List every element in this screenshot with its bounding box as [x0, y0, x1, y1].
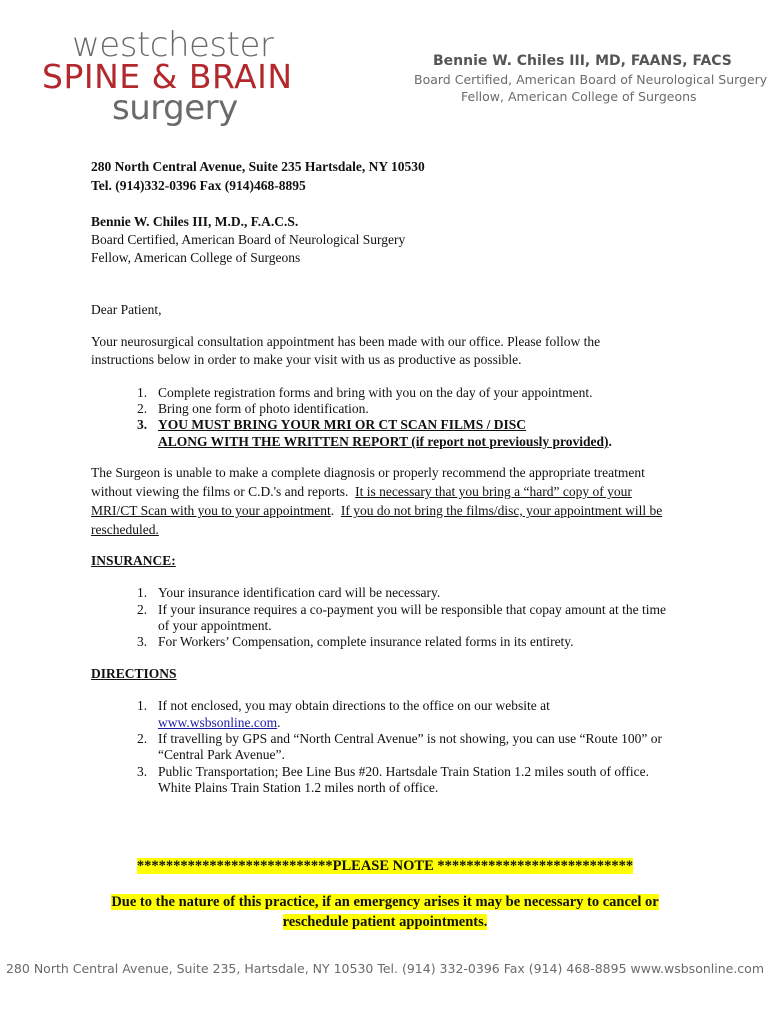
notice-text-2: reschedule patient appointments.: [282, 914, 488, 930]
logo-westchester: westchester: [72, 25, 274, 65]
surgeon-para-line-4: rescheduled.: [91, 522, 159, 537]
surgeon-para-underlined: If you do not bring the films/disc, your appointment will be: [340, 503, 663, 518]
insurance-item-2-line-1: If your insurance requires a co-payment you will be responsible that copay amount at the time: [158, 602, 666, 617]
list-number: 3.: [137, 634, 148, 649]
list-number: 1.: [137, 585, 148, 600]
list-number: 2.: [137, 401, 148, 416]
please-note-banner: [0, 858, 770, 875]
notice-text-1: Due to the nature of this practice, if an emergency arises it may be necessary to cancel or: [111, 894, 659, 910]
list-number: 2.: [137, 602, 148, 617]
surgeon-para-line-1: The Surgeon is unable to make a complete diagnosis or properly recommend the appropriate treatment: [91, 465, 645, 480]
list-number: 1.: [137, 698, 148, 713]
list-number: 3.: [137, 417, 148, 432]
notice-line-2: [0, 914, 770, 931]
directions-heading: DIRECTIONS: [91, 666, 177, 681]
insurance-item-2-line-2: of your appointment.: [158, 618, 272, 633]
footer-contact: 280 North Central Avenue, Suite 235, Hartsdale, NY 10530 Tel. (914) 332-0396 Fax (914) 468-8895 www.wsbsonline.com: [5, 961, 764, 976]
website-link[interactable]: www.wsbsonline.com: [158, 715, 278, 730]
instruction-item-2: Bring one form of photo identification.: [158, 401, 369, 416]
surgeon-para-line-2: [91, 483, 632, 500]
list-number: 1.: [137, 385, 148, 400]
instruction-item-3-line-2: [158, 433, 612, 450]
surgeon-para-text: .: [330, 503, 341, 518]
insurance-heading: INSURANCE:: [91, 553, 176, 568]
list-number: 3.: [137, 764, 148, 779]
intro-line-2: instructions below in order to make your visit with us as productive as possible.: [91, 352, 522, 367]
directions-item-3-line-2: White Plains Train Station 1.2 miles north of office.: [158, 780, 439, 795]
logo-spine-brain: SPINE & BRAIN: [42, 57, 293, 96]
instruction-item-3-line-1: YOU MUST BRING YOUR MRI OR CT SCAN FILMS / DISC: [158, 417, 527, 432]
surgeon-para-line-3: [91, 502, 662, 519]
instruction-item-1: Complete registration forms and bring with you on the day of your appointment.: [158, 385, 593, 400]
header-doctor-name: Bennie W. Chiles III, MD, FAANS, FACS: [433, 53, 732, 69]
doctor-name: Bennie W. Chiles III, M.D., F.A.C.S.: [91, 214, 299, 229]
doctor-certification: Board Certified, American Board of Neurological Surgery: [91, 232, 406, 247]
surgeon-para-underlined: MRI/CT Scan with you to your appointment: [91, 503, 331, 518]
logo-surgery: surgery: [112, 88, 238, 128]
directions-item-1-period: .: [277, 715, 281, 730]
phone-fax-line: Tel. (914)332-0396 Fax (914)468-8895: [91, 178, 306, 193]
insurance-item-3: For Workers’ Compensation, complete insurance related forms in its entirety.: [158, 634, 574, 649]
header-certification: Board Certified, American Board of Neurological Surgery: [414, 72, 768, 87]
surgeon-para-text: without viewing the films or C.D.'s and reports.: [91, 484, 356, 499]
doctor-fellowship: Fellow, American College of Surgeons: [91, 250, 301, 265]
please-note-text: ***************************PLEASE NOTE ***************************: [136, 858, 634, 874]
instruction-item-3-period: .: [608, 434, 612, 449]
header-fellowship: Fellow, American College of Surgeons: [461, 89, 697, 104]
directions-item-2-line-2: “Central Park Avenue”.: [158, 747, 285, 762]
list-number: 2.: [137, 731, 148, 746]
instruction-item-3-text: ALONG WITH THE WRITTEN REPORT (if report not previously provided): [158, 434, 609, 449]
directions-item-2-line-1: If travelling by GPS and “North Central Avenue” is not showing, you can use “Route 100” or: [158, 731, 663, 746]
directions-item-1-line-2: [158, 714, 281, 731]
directions-item-3-line-1: Public Transportation; Bee Line Bus #20. Hartsdale Train Station 1.2 miles south of office.: [158, 764, 649, 779]
intro-line-1: Your neurosurgical consultation appointment has been made with our office. Please follow the: [91, 334, 601, 349]
insurance-item-1: Your insurance identification card will be necessary.: [158, 585, 441, 600]
greeting: Dear Patient,: [91, 302, 162, 317]
address-line: 280 North Central Avenue, Suite 235 Hartsdale, NY 10530: [91, 159, 425, 174]
directions-item-1-line-1: If not enclosed, you may obtain directions to the office on our website at: [158, 698, 550, 713]
surgeon-para-underlined: It is necessary that you bring a “hard” copy of your: [355, 484, 632, 499]
notice-line-1: [0, 894, 770, 911]
